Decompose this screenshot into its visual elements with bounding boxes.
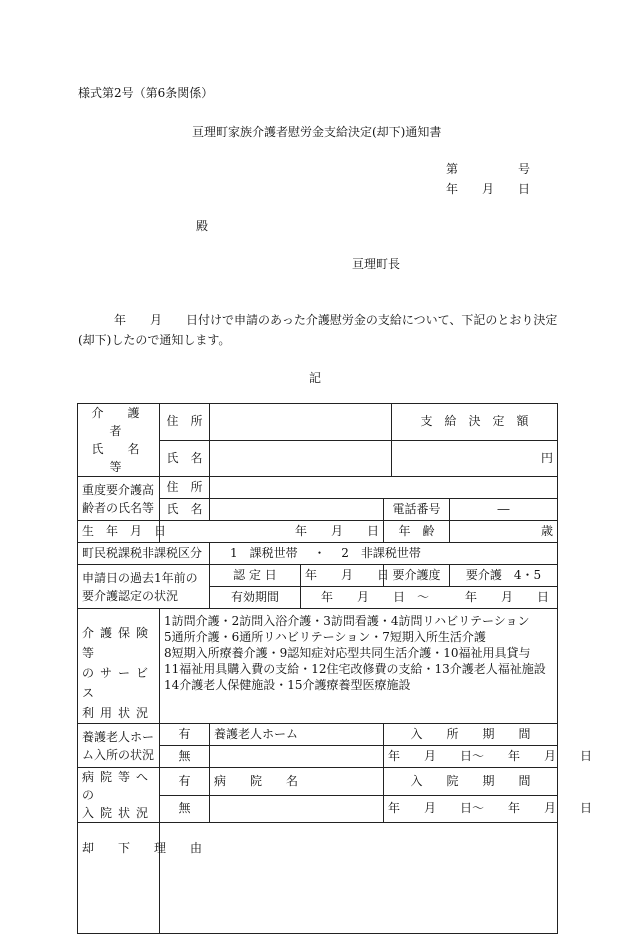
- document-title: 亘理町家族介護者慰労金支給決定(却下)通知書: [192, 125, 442, 139]
- service-line: 8短期入所療養介護・9認知症対応型共同生活介護・10福祉用具貸与: [164, 646, 531, 660]
- rejection-reason-label: 却 下 理 由: [78, 823, 160, 934]
- service-line: 5通所介護・6通所リハビリテーション・7短期入所生活介護: [164, 630, 486, 644]
- issuer-name: 亘理町長: [352, 257, 401, 271]
- rejection-reason-field[interactable]: [160, 823, 558, 934]
- tax-option-nontaxable: 2 非課税世帯: [341, 546, 421, 560]
- nursing-home-yes[interactable]: 有: [160, 724, 210, 746]
- document-date-label: 年 月 日: [446, 182, 531, 196]
- admission-period-field[interactable]: 年 月 日～ 年 月 日: [384, 746, 558, 768]
- birth-date-label: 生 年 月 日: [78, 521, 160, 543]
- hospital-name-label: 病 院 名: [210, 768, 384, 796]
- service-usage-list[interactable]: [160, 609, 558, 724]
- care-level-field[interactable]: 要介護 4・5: [450, 565, 558, 587]
- care-level-label: 要介護度: [384, 565, 450, 587]
- service-line: 1訪問介護・2訪問入浴介護・3訪問看護・4訪問リハビリテーション: [164, 614, 530, 628]
- elderly-name-label: 氏 名: [160, 499, 210, 521]
- age-field[interactable]: 歳: [450, 521, 558, 543]
- caregiver-address-field[interactable]: [210, 404, 392, 441]
- nursing-home-name-label: 養護老人ホーム: [210, 724, 384, 746]
- valid-period-field[interactable]: 年 月 日 ～ 年 月 日: [301, 587, 558, 609]
- recipient-suffix: 殿: [196, 219, 209, 233]
- service-usage-label: 介護保険等 のサービス 利用状況: [78, 609, 160, 724]
- hospital-yes[interactable]: 有: [160, 768, 210, 796]
- valid-period-label: 有効期間: [210, 587, 301, 609]
- elderly-name-field[interactable]: [210, 499, 384, 521]
- admission-period-label: 入 所 期 間: [384, 724, 558, 746]
- caregiver-name-field[interactable]: [210, 440, 392, 477]
- certification-date-label: 認 定 日: [210, 565, 301, 587]
- service-line: 11福祉用具購入費の支給・12住宅改修費の支給・13介護老人福祉施設: [164, 662, 546, 676]
- service-line: 14介護老人保健施設・15介護療養型医療施設: [164, 678, 411, 692]
- body-text-line1: 年 月 日付けで申請のあった介護慰労金の支給について、下記のとおり決定: [114, 313, 558, 327]
- hospital-label: 病院等への 入院状況: [78, 768, 160, 823]
- phone-label: 電話番号: [384, 499, 450, 521]
- document-number-label: 第 号: [446, 162, 531, 176]
- caregiver-name-label: 氏 名: [160, 440, 210, 477]
- hospital-no[interactable]: 無: [160, 795, 210, 823]
- age-label: 年 齢: [384, 521, 450, 543]
- payment-amount-label: 支 給 決 定 額: [392, 404, 558, 441]
- tax-option-taxable: 1 課税世帯: [230, 546, 298, 560]
- nursing-home-label: 養護老人ホー ム入所の状況: [78, 724, 160, 768]
- birth-date-field[interactable]: 年 月 日: [160, 521, 384, 543]
- hospital-period-field[interactable]: 年 月 日～ 年 月 日: [384, 795, 558, 823]
- certification-label: 申請日の過去1年前の 要介護認定の状況: [78, 565, 210, 609]
- application-form-table: [77, 403, 593, 934]
- body-text-line2: (却下)したので通知します。: [78, 333, 231, 347]
- tax-option-separator: ・: [313, 546, 326, 560]
- hospital-period-label: 入 院 期 間: [384, 768, 558, 796]
- tax-status-options[interactable]: [210, 543, 558, 565]
- elderly-address-field[interactable]: [210, 477, 558, 499]
- hospital-name-field[interactable]: [210, 795, 384, 823]
- elderly-label: 重度要介護高 齢者の氏名等: [78, 477, 160, 521]
- nursing-home-name-field[interactable]: [210, 746, 384, 768]
- certification-date-field[interactable]: 年 月 日: [301, 565, 384, 587]
- payment-amount-field[interactable]: 円: [392, 440, 558, 477]
- nursing-home-no[interactable]: 無: [160, 746, 210, 768]
- tax-status-label: 町民税課税非課税区分: [78, 543, 210, 565]
- elderly-address-label: 住 所: [160, 477, 210, 499]
- caregiver-label: 介 護 者 氏 名 等: [78, 404, 160, 477]
- phone-field[interactable]: ―: [450, 499, 558, 521]
- caregiver-address-label: 住 所: [160, 404, 210, 441]
- form-number: 様式第2号（第6条関係）: [78, 86, 214, 100]
- ki-label: 記: [309, 371, 322, 385]
